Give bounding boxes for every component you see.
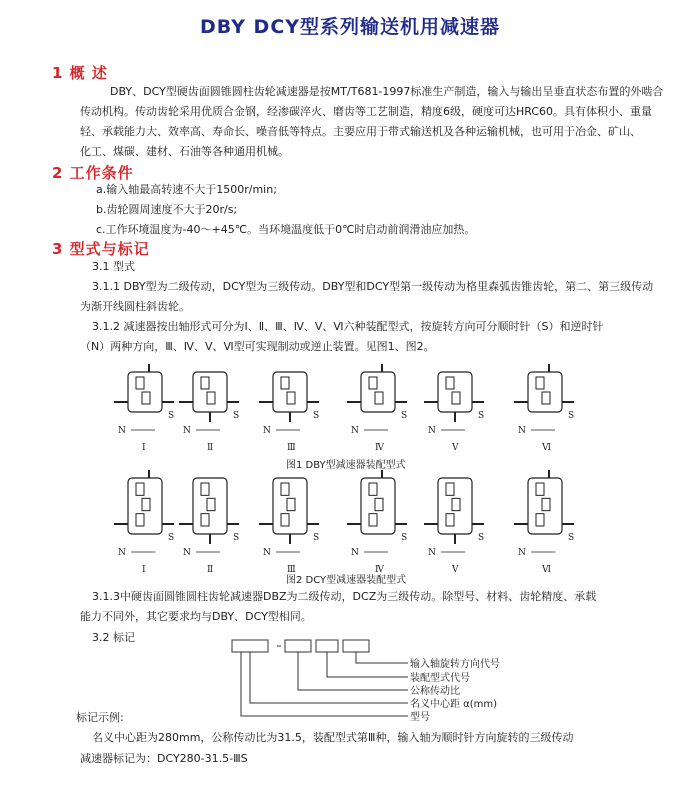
marking-label-model: 型号 [410, 712, 430, 723]
dcy-roman-label-2: Ⅱ [207, 565, 214, 575]
section-1-heading: 1 概 述 [52, 64, 108, 82]
figure-1-caption: 图1 DBY型减速器装配型式 [286, 460, 406, 471]
section-1-line-3: 轻、承载能力大、效率高、寿命长、噪音低等特点。主要应用于带式输送机及各种运输机械，也可用于冶金、矿山、 [80, 125, 641, 138]
dcy-n-label-2: N [183, 548, 191, 558]
marking-label-center-distance: 名义中心距 α(mm) [410, 699, 498, 710]
dcy-n-label-6: N [518, 548, 526, 558]
page-title: DBY DCY型系列输送机用减速器 [199, 16, 501, 38]
example-line-1: 名义中心距为280mm，公称传动比为31.5，装配型式第Ⅲ种，输入轴为顺时针方向旋转的三级传动 [92, 731, 574, 744]
subsection-3-1: 3.1 型式 [92, 260, 135, 273]
dcy-s-label-3: S [313, 533, 320, 543]
dby-s-label-1: S [168, 411, 175, 421]
dby-roman-label-6: Ⅵ [542, 443, 552, 453]
dcy-n-label-3: N [263, 548, 271, 558]
section-1-line-4: 化工、煤碳、建材、石油等各种通用机械。 [80, 145, 289, 158]
condition-c: c.工作环境温度为-40～+45℃。当环境温度低于0℃时启动前润滑油应加热。 [96, 223, 476, 236]
dby-s-label-5: S [478, 411, 485, 421]
dcy-n-label-4: N [351, 548, 359, 558]
dby-roman-label-1: Ⅰ [142, 443, 146, 453]
dby-s-label-6: S [568, 411, 575, 421]
subsection-3-2: 3.2 标记 [92, 631, 135, 644]
dby-n-label-2: N [183, 426, 191, 436]
dcy-n-label-5: N [428, 548, 436, 558]
para-3-1-2-line-1: 3.1.2 减速器按出轴形式可分为Ⅰ、Ⅱ、Ⅲ、Ⅳ、Ⅴ、Ⅵ六种装配型式，按旋转方向可分顺时针（S）和逆时针 [92, 320, 604, 333]
dcy-s-label-4: S [401, 533, 408, 543]
dcy-s-label-5: S [478, 533, 485, 543]
dby-roman-label-4: Ⅳ [375, 443, 384, 453]
condition-a: a.输入轴最高转速不大于1500r/min; [96, 183, 277, 196]
dcy-s-label-2: S [233, 533, 240, 543]
section-3-heading: 3 型式与标记 [52, 240, 150, 258]
dcy-roman-label-1: Ⅰ [142, 565, 146, 575]
dby-n-label-4: N [351, 426, 359, 436]
para-3-1-1-line-2: 为渐开线圆柱斜齿轮。 [80, 300, 190, 313]
dcy-roman-label-5: Ⅴ [452, 565, 459, 575]
dby-n-label-1: N [118, 426, 126, 436]
dby-n-label-6: N [518, 426, 526, 436]
example-label: 标记示例: [76, 711, 124, 724]
dcy-roman-label-3: Ⅲ [287, 565, 296, 575]
para-3-1-3-line-2: 能力不同外，其它要求均与DBY、DCY型相同。 [80, 610, 312, 623]
marking-label-ratio: 公称传动比 [410, 686, 460, 697]
marking-label-assembly: 装配型式代号 [410, 673, 470, 684]
example-line-2: 减速器标记为：DCY280-31.5-ⅢS [80, 752, 248, 765]
section-2-heading: 2 工作条件 [52, 164, 134, 182]
dby-roman-label-5: Ⅴ [452, 443, 459, 453]
marking-label-direction: 输入轴旋转方向代号 [410, 659, 500, 670]
dcy-s-label-6: S [568, 533, 575, 543]
para-3-1-3-line-1: 3.1.3中硬齿面圆锥圆柱齿轮减速器DBZ为二级传动，DCZ为三级传动。除型号、材料、齿轮精度、承载 [92, 590, 597, 603]
dby-roman-label-3: Ⅲ [287, 443, 296, 453]
para-3-1-2-line-2: （N）两种方向，Ⅲ、Ⅳ、Ⅴ、Ⅵ型可实现制动或逆止装置。见图1、图2。 [80, 340, 435, 353]
dby-roman-label-2: Ⅱ [207, 443, 214, 453]
dby-n-label-5: N [428, 426, 436, 436]
dby-s-label-4: S [401, 411, 408, 421]
dcy-roman-label-6: Ⅵ [542, 565, 552, 575]
dcy-n-label-1: N [118, 548, 126, 558]
dcy-roman-label-4: Ⅳ [375, 565, 384, 575]
condition-b: b.齿轮圆周速度不大于20r/s; [96, 203, 238, 216]
para-3-1-1-line-1: 3.1.1 DBY型为二级传动，DCY型为三级传动。DBY型和DCY型第一级传动为格里森弧齿锥齿轮，第二、第三级传动 [92, 280, 654, 293]
dcy-s-label-1: S [168, 533, 175, 543]
section-1-line-1: DBY、DCY型硬齿面圆锥圆柱齿轮减速器是按MT/T681-1997标准生产制造，输入与输出呈垂直状态布置的外啮合 [110, 85, 664, 98]
figure-2-caption: 图2 DCY型减速器装配型式 [286, 575, 407, 586]
dby-n-label-3: N [263, 426, 271, 436]
section-1-line-2: 传动机构。传动齿轮采用优质合金钢，经渗碳淬火、磨齿等工艺制造，精度6级，硬度可达HRC60。具有体积小、重量 [80, 105, 653, 118]
dby-s-label-2: S [233, 411, 240, 421]
dby-s-label-3: S [313, 411, 320, 421]
